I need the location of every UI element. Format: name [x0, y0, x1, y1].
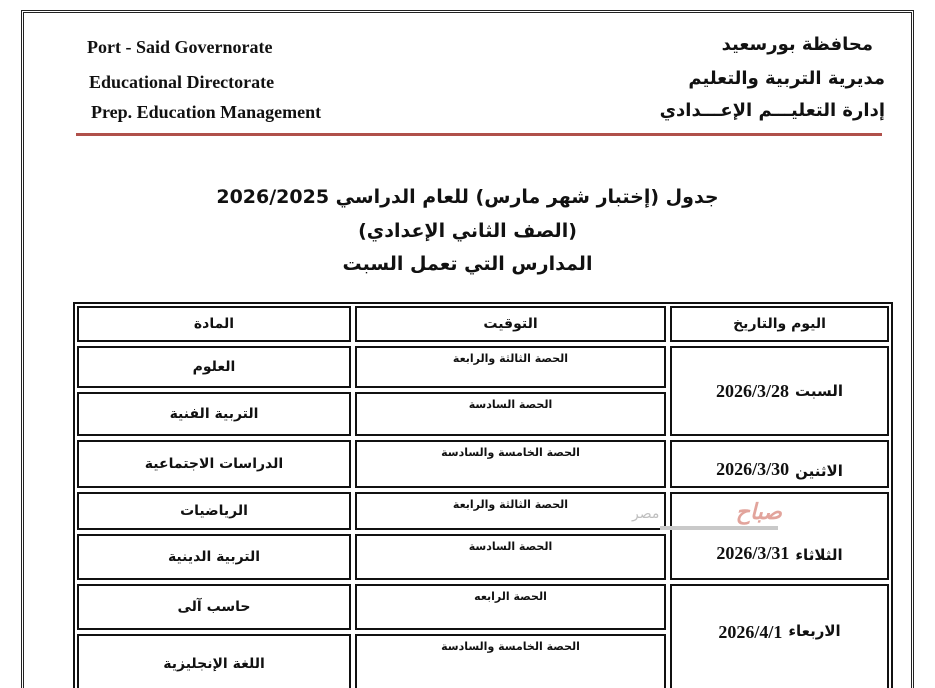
subject-cell: اللغة الإنجليزية — [77, 634, 351, 688]
schools-subtitle: المدارس التي تعمل السبت — [342, 253, 593, 275]
day-date: 2026/3/28 — [715, 380, 789, 401]
header-subject: المادة — [77, 306, 351, 342]
watermark-main-text: صباح — [735, 500, 782, 525]
time-cell: الحصة الرابعه — [355, 584, 666, 630]
header-en-management: Prep. Education Management — [91, 102, 322, 122]
header-ar-governorate: محافظة بورسعيد — [721, 34, 873, 55]
schedule-title: جدول (إختبار شهر مارس) للعام الدراسي 2026/2025 — [216, 186, 719, 208]
time-cell: الحصة السادسة — [355, 534, 666, 580]
header-divider — [76, 133, 882, 136]
day-name: الاربعاء — [788, 622, 841, 640]
header-en-directorate: Educational Directorate — [89, 72, 275, 92]
subject-cell: العلوم — [77, 346, 351, 388]
day-cell — [670, 584, 889, 688]
header-ar-directorate: مديرية التربية والتعليم — [688, 68, 885, 89]
day-date: 2026/4/1 — [718, 622, 783, 642]
watermark-sub-text: مصر — [632, 506, 660, 522]
time-cell: الحصة السادسة — [355, 392, 666, 436]
time-cell: الحصة الخامسة والسادسة — [355, 440, 666, 488]
time-cell: الحصة الثالثة والرابعة — [355, 492, 666, 530]
subject-cell: الرياضيات — [77, 492, 351, 530]
header-day-date: اليوم والتاريخ — [670, 306, 889, 342]
day-name: الثلاثاء — [795, 546, 843, 564]
grade-subtitle: (الصف الثاني الإعدادي) — [358, 220, 577, 242]
day-date: 2026/3/31 — [716, 543, 790, 563]
subject-cell: التربية الفنية — [77, 392, 351, 436]
day-cell — [670, 346, 889, 436]
day-cell — [670, 440, 889, 488]
day-name: السبت — [794, 382, 844, 400]
header-ar-management: إدارة التعليـــم الإعـــدادي — [659, 100, 885, 121]
header-time: التوقيت — [355, 306, 666, 342]
time-cell: الحصة الخامسة والسادسة — [355, 634, 666, 688]
watermark-logo — [632, 500, 782, 532]
day-date: 2026/3/30 — [716, 459, 790, 479]
watermark-underline — [660, 526, 778, 530]
time-cell: الحصة الثالثة والرابعة — [355, 346, 666, 388]
subject-cell: التربية الدينية — [77, 534, 351, 580]
subject-cell: الدراسات الاجتماعية — [77, 440, 351, 488]
subject-cell: حاسب آلى — [77, 584, 351, 630]
header-en-governorate: Port - Said Governorate — [87, 37, 273, 57]
day-name: الاثنين — [795, 462, 843, 480]
